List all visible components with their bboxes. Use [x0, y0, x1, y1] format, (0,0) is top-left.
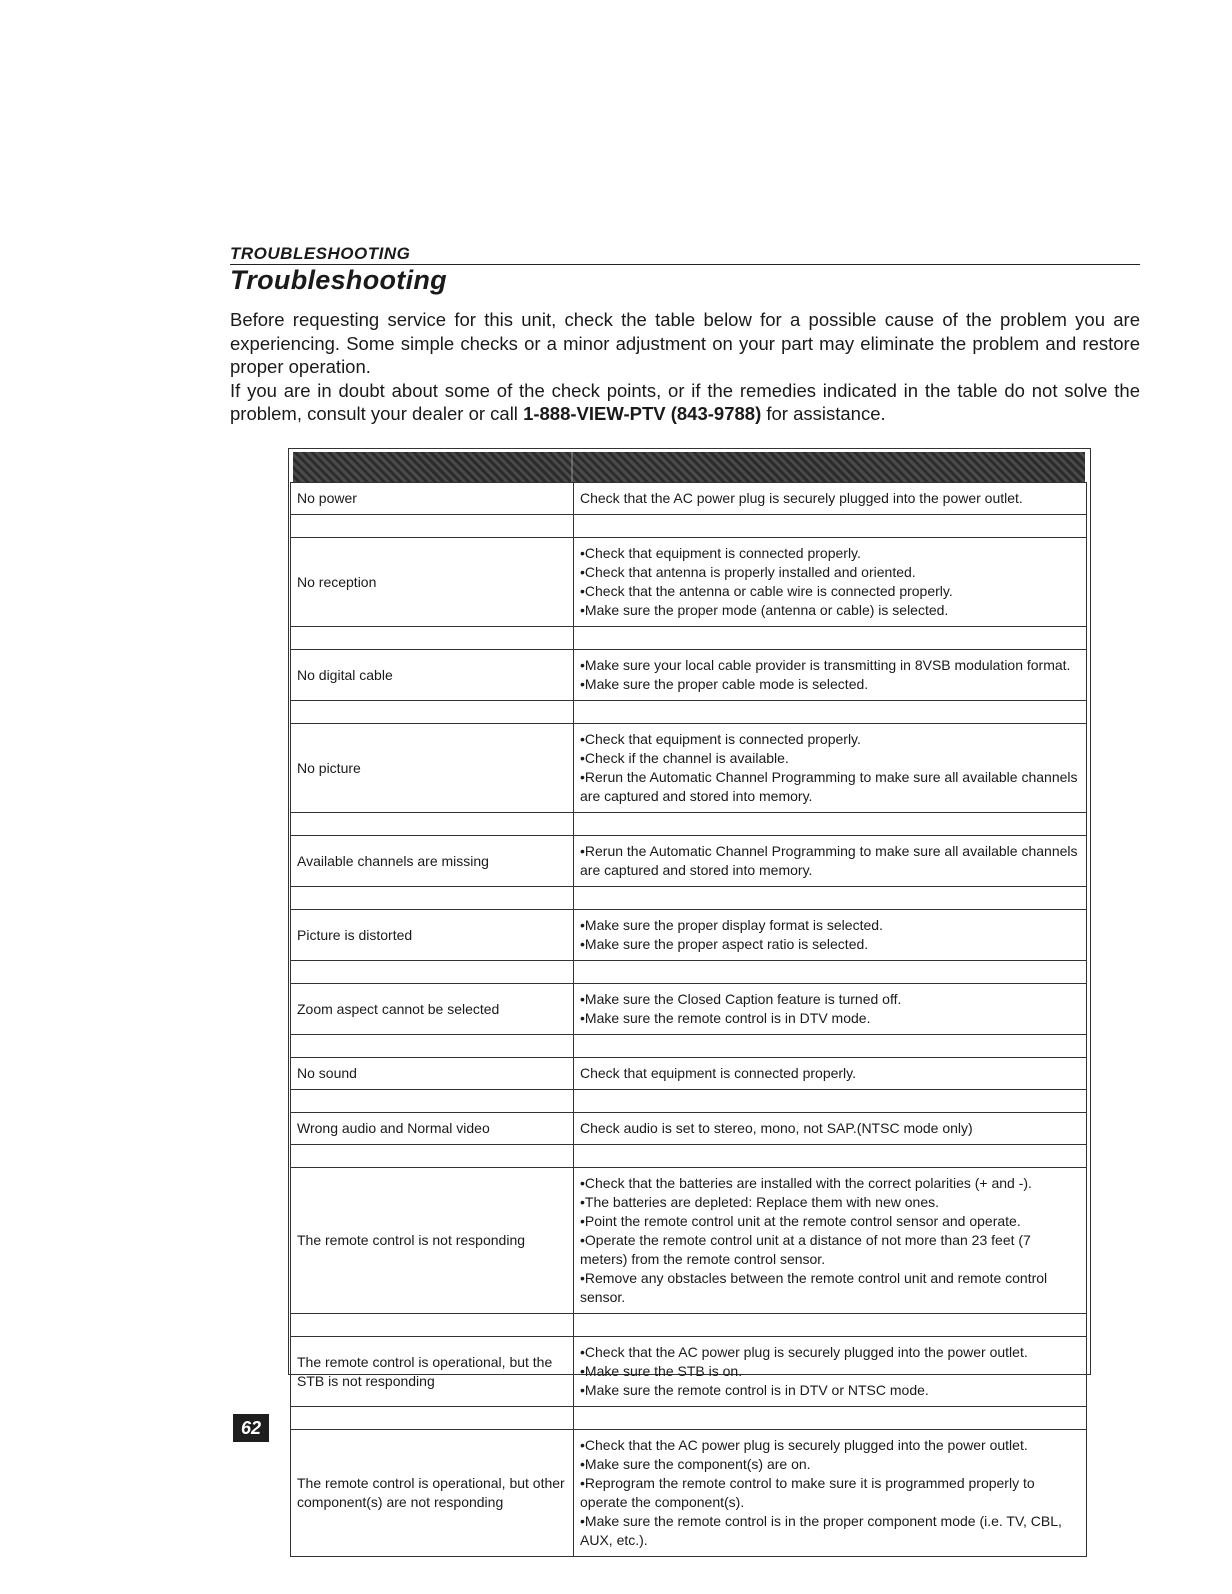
- remedy-item: •Make sure the remote control is in DTV mode.: [580, 1010, 871, 1026]
- spacer-cell: [291, 1035, 574, 1058]
- remedy-cell: [574, 538, 1087, 627]
- spacer-cell: [291, 1407, 574, 1430]
- remedy-cell: [574, 650, 1087, 701]
- intro-paragraph-2: [230, 379, 1140, 426]
- remedy-item: •Make sure the remote control is in DTV or NTSC mode.: [580, 1382, 929, 1398]
- row-spacer: [291, 1407, 1087, 1430]
- page-title: Troubleshooting: [230, 265, 447, 295]
- problem-cell: No sound: [291, 1058, 574, 1090]
- remedy-item: •Make sure the STB is on.: [580, 1363, 743, 1379]
- row-spacer: [291, 1090, 1087, 1113]
- remedy-cell: [574, 1430, 1087, 1557]
- spacer-cell: [291, 887, 574, 910]
- table-row: [291, 1168, 1087, 1314]
- intro-text: [230, 308, 1140, 426]
- problem-cell: Zoom aspect cannot be selected: [291, 984, 574, 1035]
- table-row: [291, 650, 1087, 701]
- spacer-cell: [291, 1090, 574, 1113]
- intro-p2-after: for assistance.: [761, 403, 886, 424]
- support-phone-number: 1-888-VIEW-PTV (843-9788): [523, 403, 762, 424]
- table-row: [291, 538, 1087, 627]
- problem-cell: No digital cable: [291, 650, 574, 701]
- remedy-item: •Make sure the Closed Caption feature is turned off.: [580, 991, 902, 1007]
- row-spacer: [291, 1314, 1087, 1337]
- spacer-cell: [574, 1314, 1087, 1337]
- problem-cell: No reception: [291, 538, 574, 627]
- spacer-cell: [574, 515, 1087, 538]
- problem-cell: Available channels are missing: [291, 836, 574, 887]
- table-row: [291, 483, 1087, 515]
- remedy-item: •Check that equipment is connected properly.: [580, 545, 861, 561]
- remedy-item: •Check that the AC power plug is securely plugged into the power outlet.: [580, 1437, 1028, 1453]
- remedy-cell: [574, 1168, 1087, 1314]
- remedy-cell: [574, 483, 1087, 515]
- problem-cell: No picture: [291, 724, 574, 813]
- row-spacer: [291, 961, 1087, 984]
- remedy-cell: [574, 724, 1087, 813]
- spacer-cell: [291, 701, 574, 724]
- remedy-cell: [574, 1058, 1087, 1090]
- remedy-item: Check that equipment is connected properly.: [580, 1065, 857, 1081]
- spacer-cell: [291, 515, 574, 538]
- row-spacer: [291, 1145, 1087, 1168]
- remedy-cell: [574, 984, 1087, 1035]
- remedy-item: •Check that the AC power plug is securely plugged into the power outlet.: [580, 1344, 1028, 1360]
- remedy-item: •Check if the channel is available.: [580, 750, 789, 766]
- problem-cell: The remote control is operational, but other component(s) are not responding: [291, 1430, 574, 1557]
- remedy-item: •Check that the antenna or cable wire is connected properly.: [580, 583, 953, 599]
- remedy-cell: [574, 1113, 1087, 1145]
- remedy-item: •Rerun the Automatic Channel Programming to make sure all available channels are captured and stored into memory.: [580, 843, 1078, 878]
- table-row: [291, 910, 1087, 961]
- spacer-cell: [291, 813, 574, 836]
- problem-cell: The remote control is not responding: [291, 1168, 574, 1314]
- table-header-band: [293, 452, 1085, 483]
- spacer-cell: [291, 627, 574, 650]
- problem-cell: Wrong audio and Normal video: [291, 1113, 574, 1145]
- remedy-item: •Make sure your local cable provider is transmitting in 8VSB modulation format.: [580, 657, 1071, 673]
- table-row: [291, 836, 1087, 887]
- table-row: [291, 1430, 1087, 1557]
- row-spacer: [291, 701, 1087, 724]
- spacer-cell: [574, 627, 1087, 650]
- spacer-cell: [291, 1145, 574, 1168]
- table-row: [291, 1058, 1087, 1090]
- intro-p2-before: If you are in doubt about some of the check points, or if the remedies indicated in the table do not solve the problem, consult your dealer or call: [230, 379, 1140, 424]
- row-spacer: [291, 813, 1087, 836]
- spacer-cell: [574, 887, 1087, 910]
- remedy-item: •Reprogram the remote control to make sure it is programmed properly to operate the component(s).: [580, 1475, 1035, 1510]
- table-row: [291, 1337, 1087, 1407]
- spacer-cell: [574, 1035, 1087, 1058]
- row-spacer: [291, 887, 1087, 910]
- spacer-cell: [574, 813, 1087, 836]
- spacer-cell: [291, 961, 574, 984]
- remedy-item: Check audio is set to stereo, mono, not SAP.(NTSC mode only): [580, 1120, 973, 1136]
- troubleshooting-table-body: [291, 483, 1087, 1557]
- remedy-item: •Check that the batteries are installed with the correct polarities (+ and -).: [580, 1175, 1032, 1191]
- remedy-item: •The batteries are depleted: Replace them with new ones.: [580, 1194, 939, 1210]
- spacer-cell: [574, 961, 1087, 984]
- remedy-item: •Make sure the proper mode (antenna or cable) is selected.: [580, 602, 949, 618]
- spacer-cell: [574, 701, 1087, 724]
- header-column-divider: [571, 452, 573, 482]
- remedy-item: •Check that equipment is connected properly.: [580, 731, 861, 747]
- spacer-cell: [574, 1090, 1087, 1113]
- remedy-cell: [574, 1337, 1087, 1407]
- problem-cell: The remote control is operational, but the STB is not responding: [291, 1337, 574, 1407]
- row-spacer: [291, 515, 1087, 538]
- remedy-item: Check that the AC power plug is securely plugged into the power outlet.: [580, 490, 1023, 506]
- table-row: [291, 1113, 1087, 1145]
- remedy-item: •Make sure the proper cable mode is selected.: [580, 676, 869, 692]
- remedy-item: •Remove any obstacles between the remote control unit and remote control sensor.: [580, 1270, 1048, 1305]
- spacer-cell: [291, 1314, 574, 1337]
- remedy-cell: [574, 836, 1087, 887]
- remedy-item: •Point the remote control unit at the remote control sensor and operate.: [580, 1213, 1021, 1229]
- remedy-item: •Rerun the Automatic Channel Programming to make sure all available channels are captured and stored into memory.: [580, 769, 1078, 804]
- remedy-item: •Make sure the proper display format is selected.: [580, 917, 883, 933]
- troubleshooting-table: [290, 482, 1087, 1557]
- remedy-item: •Operate the remote control unit at a distance of not more than 23 feet (7 meters) from the remote control sensor.: [580, 1232, 1031, 1267]
- section-label: TROUBLESHOOTING: [230, 244, 411, 263]
- problem-cell: No power: [291, 483, 574, 515]
- page-number: 62: [233, 1414, 269, 1442]
- spacer-cell: [574, 1145, 1087, 1168]
- table-row: [291, 724, 1087, 813]
- remedy-item: •Make sure the component(s) are on.: [580, 1456, 811, 1472]
- remedy-item: •Make sure the proper aspect ratio is selected.: [580, 936, 869, 952]
- table-row: [291, 984, 1087, 1035]
- intro-paragraph-1: Before requesting service for this unit, check the table below for a possible cause of the problem you are experiencing. Some simple checks or a minor adjustment on your part may eliminate the problem and restore proper operation.: [230, 309, 1140, 377]
- row-spacer: [291, 627, 1087, 650]
- remedy-item: •Check that antenna is properly installed and oriented.: [580, 564, 916, 580]
- remedy-cell: [574, 910, 1087, 961]
- problem-cell: Picture is distorted: [291, 910, 574, 961]
- spacer-cell: [574, 1407, 1087, 1430]
- remedy-item: •Make sure the remote control is in the proper component mode (i.e. TV, CBL, AUX, etc.).: [580, 1513, 1062, 1548]
- row-spacer: [291, 1035, 1087, 1058]
